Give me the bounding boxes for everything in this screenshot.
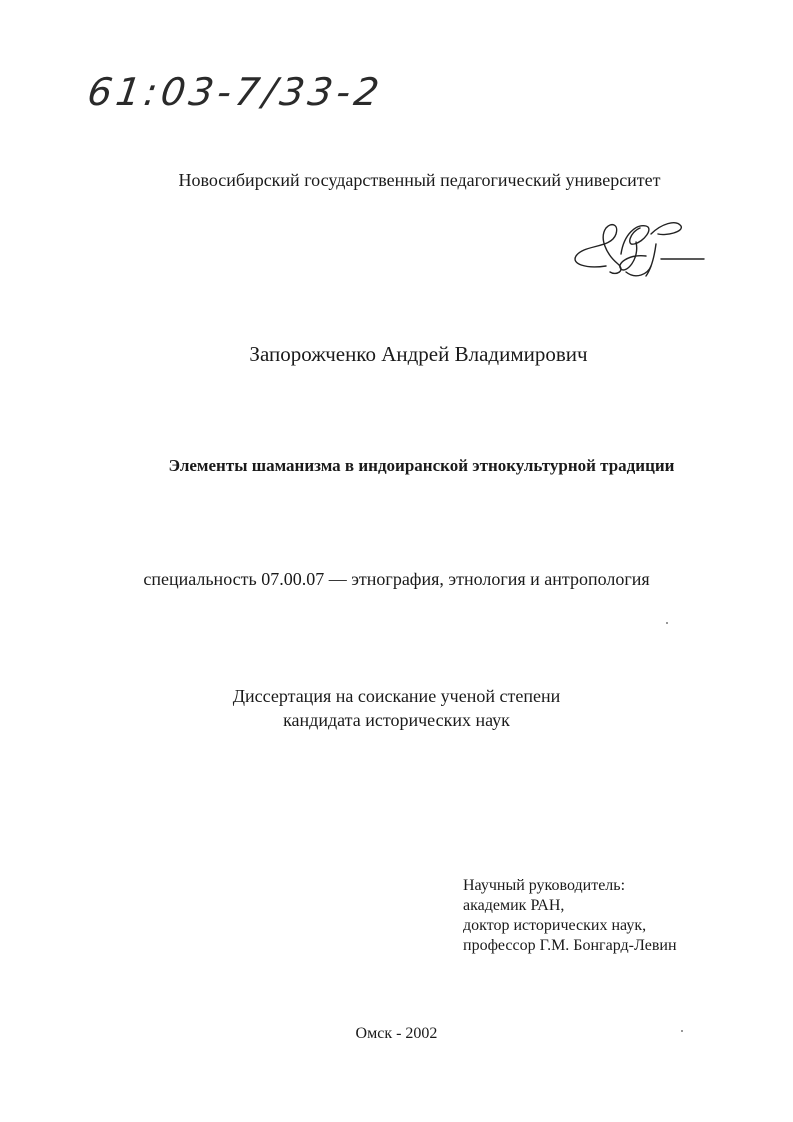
supervisor-name: профессор Г.М. Бонгард-Левин [463, 937, 677, 954]
supervisor-label: Научный руководитель: [463, 877, 626, 894]
degree-block [0, 684, 793, 732]
archive-code: 61:03-7/33-2 [84, 70, 386, 114]
university-name: Новосибирский государственный педагогический университет [178, 170, 661, 190]
city-year: Омск - 2002 [355, 1025, 438, 1042]
supervisor-degree: доктор исторических наук, [463, 917, 647, 934]
specialty-line: специальность 07.00.07 — этнография, этнология и антропология [143, 569, 650, 589]
supervisor-block [463, 876, 677, 956]
supervisor-rank: академик РАН, [463, 897, 565, 914]
author-name: Запорожченко Андрей Владимирович [249, 342, 588, 366]
signature-icon [566, 214, 706, 289]
dissertation-title: Элементы шаманизма в индоиранской этнокультурной традиции [168, 456, 675, 475]
degree-line-1: Диссертация на соискание ученой степени [232, 686, 561, 706]
degree-line-2: кандидата исторических наук [283, 710, 510, 730]
scan-speck [681, 1030, 683, 1032]
scan-speck [666, 622, 668, 624]
